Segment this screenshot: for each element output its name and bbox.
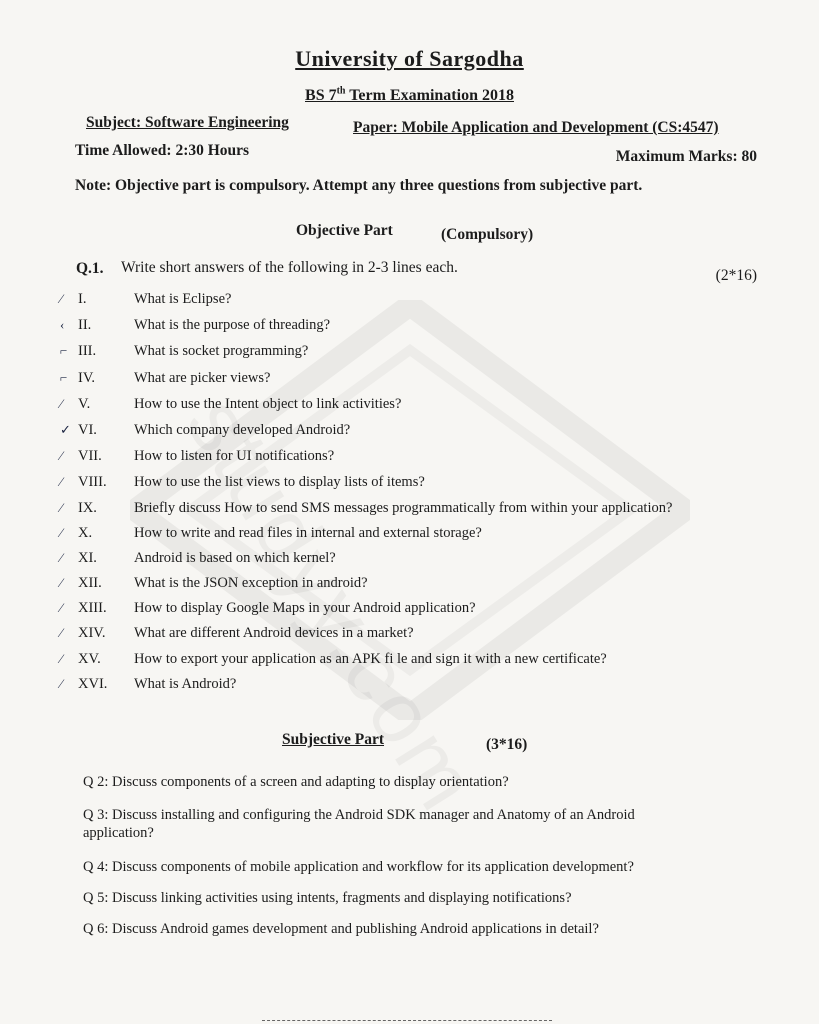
list-item: ⁄ XII. What is the JSON exception in android?	[60, 575, 368, 591]
list-item: ⌐ III. What is socket programming?	[60, 343, 309, 359]
tick-mark-icon: ⁄	[60, 525, 63, 540]
list-item: ⁄ VIII. How to use the list views to display lists of items?	[60, 474, 425, 490]
university-title: University of Sargodha	[295, 46, 524, 71]
tick-mark-icon: ⌐	[60, 343, 68, 358]
footer-divider	[262, 1020, 552, 1021]
list-item: ⁄ V. How to use the Intent object to link activities?	[60, 396, 402, 412]
list-item: ⁄ VII. How to listen for UI notifications?	[60, 448, 335, 464]
time-allowed: Time Allowed: 2:30 Hours	[75, 142, 250, 159]
tick-mark-icon: ⁄	[60, 550, 63, 565]
tick-mark-icon: ⁄	[60, 625, 63, 640]
subjective-marks: (3*16)	[486, 736, 528, 753]
tick-mark-icon: ⁄	[60, 575, 63, 590]
maximum-marks: Maximum Marks: 80	[615, 148, 757, 165]
tick-mark-icon: ⁄	[60, 474, 63, 489]
term-title: BS 7th Term Examination 2018	[305, 86, 514, 105]
tick-mark-icon: ⁄	[60, 448, 63, 463]
tick-mark-icon: ⌐	[60, 370, 68, 385]
list-item: ⁄ I. What is Eclipse?	[60, 291, 232, 307]
question-text: Write short answers of the following in 2-3 lines each.	[121, 259, 458, 276]
subjective-question: Q 2: Discuss components of a screen and adapting to display orientation?	[83, 774, 509, 790]
subjective-question: Q 3: Discuss installing and configuring the Android SDK manager and Anatomy of an Android application?	[83, 807, 635, 841]
tick-mark-icon: ⁄	[60, 291, 63, 306]
question-number: Q.1.	[76, 260, 104, 277]
list-item: ‹ II. What is the purpose of threading?	[60, 317, 331, 333]
list-item: ⁄ XV. How to export your application as an APK fi le and sign it with a new certificate?	[60, 651, 607, 667]
tick-mark-icon: ⁄	[60, 500, 63, 515]
subjective-question: Q 5: Discuss linking activities using intents, fragments and displaying notifications?	[83, 890, 572, 906]
question-marks: (2*16)	[715, 267, 757, 284]
tick-mark-icon: ✓	[60, 422, 71, 437]
subjective-heading: Subjective Part	[282, 731, 385, 748]
tick-mark-icon: ⁄	[60, 676, 63, 691]
list-item: ✓ VI. Which company developed Android?	[60, 422, 351, 438]
list-item: ⁄ XVI. What is Android?	[60, 676, 237, 692]
list-item: ⁄ XIII. How to display Google Maps in your Android application?	[60, 600, 476, 616]
compulsory-label: (Compulsory)	[441, 226, 534, 243]
tick-mark-icon: ⁄	[60, 651, 63, 666]
subjective-question: Q 4: Discuss components of mobile application and workflow for its application development?	[83, 859, 634, 875]
objective-heading: Objective Part	[296, 222, 393, 239]
list-item: ⁄ IX. Briefly discuss How to send SMS messages programmatically from within your application?	[60, 500, 673, 516]
subjective-question: Q 6: Discuss Android games development and publishing Android applications in detail?	[83, 921, 599, 937]
subject-label: Subject: Software Engineering	[86, 114, 289, 131]
paper-label: Paper: Mobile Application and Development (CS:4547)	[353, 119, 719, 136]
list-item: ⁄ XIV. What are different Android devices in a market?	[60, 625, 414, 641]
tick-mark-icon: ⁄	[60, 396, 63, 411]
note: Note: Objective part is compulsory. Attempt any three questions from subjective part.	[75, 177, 643, 194]
tick-mark-icon: ‹	[60, 317, 65, 332]
list-item: ⁄ XI. Android is based on which kernel?	[60, 550, 336, 566]
list-item: ⁄ X. How to write and read files in internal and external storage?	[60, 525, 482, 541]
tick-mark-icon: ⁄	[60, 600, 63, 615]
list-item: ⌐ IV. What are picker views?	[60, 370, 271, 386]
